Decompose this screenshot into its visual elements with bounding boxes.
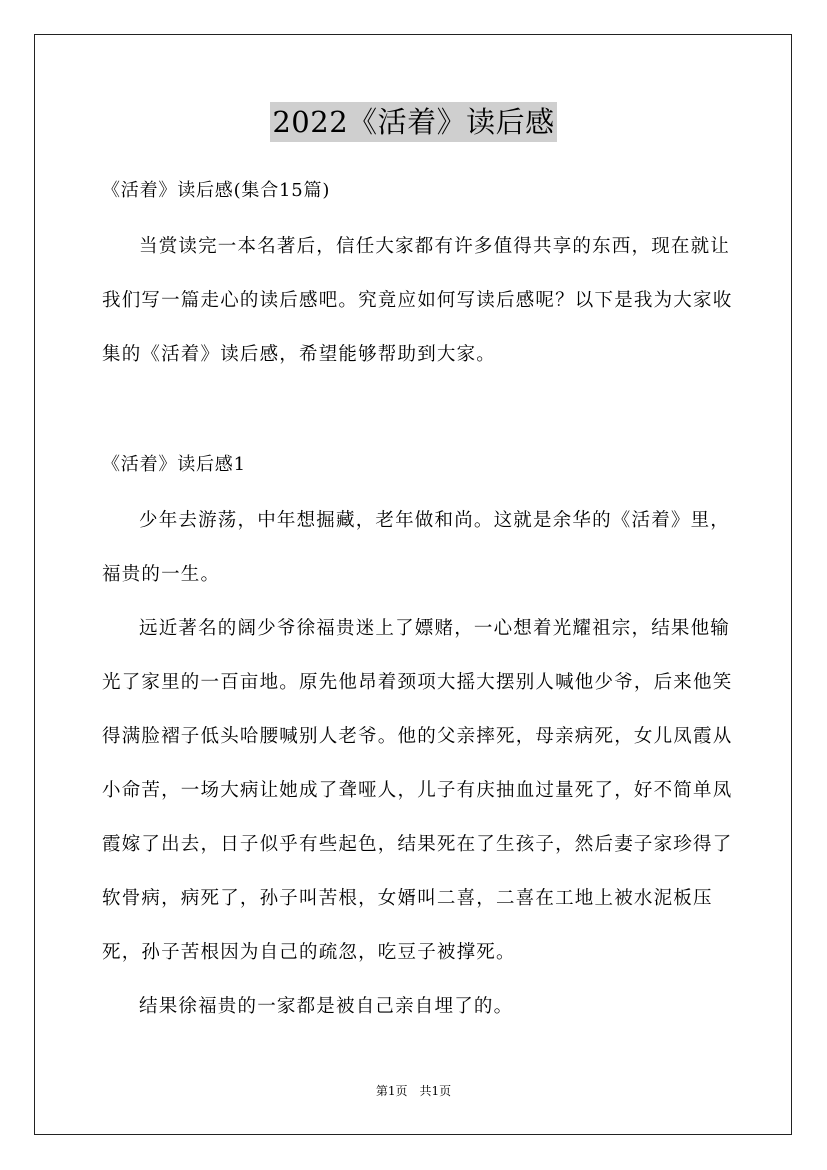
essay-paragraph-1: 少年去游荡，中年想掘藏，老年做和尚。这就是余华的《活着》里，福贵的一生。 <box>102 510 731 585</box>
essay-paragraph-3: 结果徐福贵的一家都是被自己亲自埋了的。 <box>139 996 514 1017</box>
essay-paragraph-2: 远近著名的阔少爷徐福贵迷上了嫖赌，一心想着光耀祖宗，结果他输光了家里的一百亩地。原先他昂着颈项大摇大摆别人喊他少爷，后来他笑得满脸褶子低头哈腰喊别人老爷。他的父亲摔死，母亲病死，女儿凤霞从小命苦，一场大病让她成了聋哑人，儿子有庆抽血过量死了，好不简单凤霞嫁了出去，日子似乎有些起色，结果死在了生孩子，然后妻子家珍得了软骨病，病死了，孙子叫苦根，女婿叫二喜，二喜在工地上被水泥板压死，孙子苦根因为自己的疏忽，吃豆子被撑死。 <box>102 618 733 963</box>
page-footer: 第1页 共1页 <box>375 1084 452 1098</box>
intro-block <box>102 220 742 382</box>
intro-paragraph: 当赏读完一本名著后，信任大家都有许多值得共享的东西，现在就让我们写一篇走心的读后感吧。究竟应如何写读后感呢？以下是我为大家收集的《活着》读后感，希望能够帮助到大家。 <box>102 236 733 365</box>
document-title: 2022《活着》读后感 <box>270 102 556 142</box>
title-container <box>0 102 827 142</box>
essay-body <box>102 494 742 1034</box>
document-subtitle: 《活着》读后感(集合15篇) <box>102 180 331 201</box>
section-heading: 《活着》读后感1 <box>102 454 246 475</box>
